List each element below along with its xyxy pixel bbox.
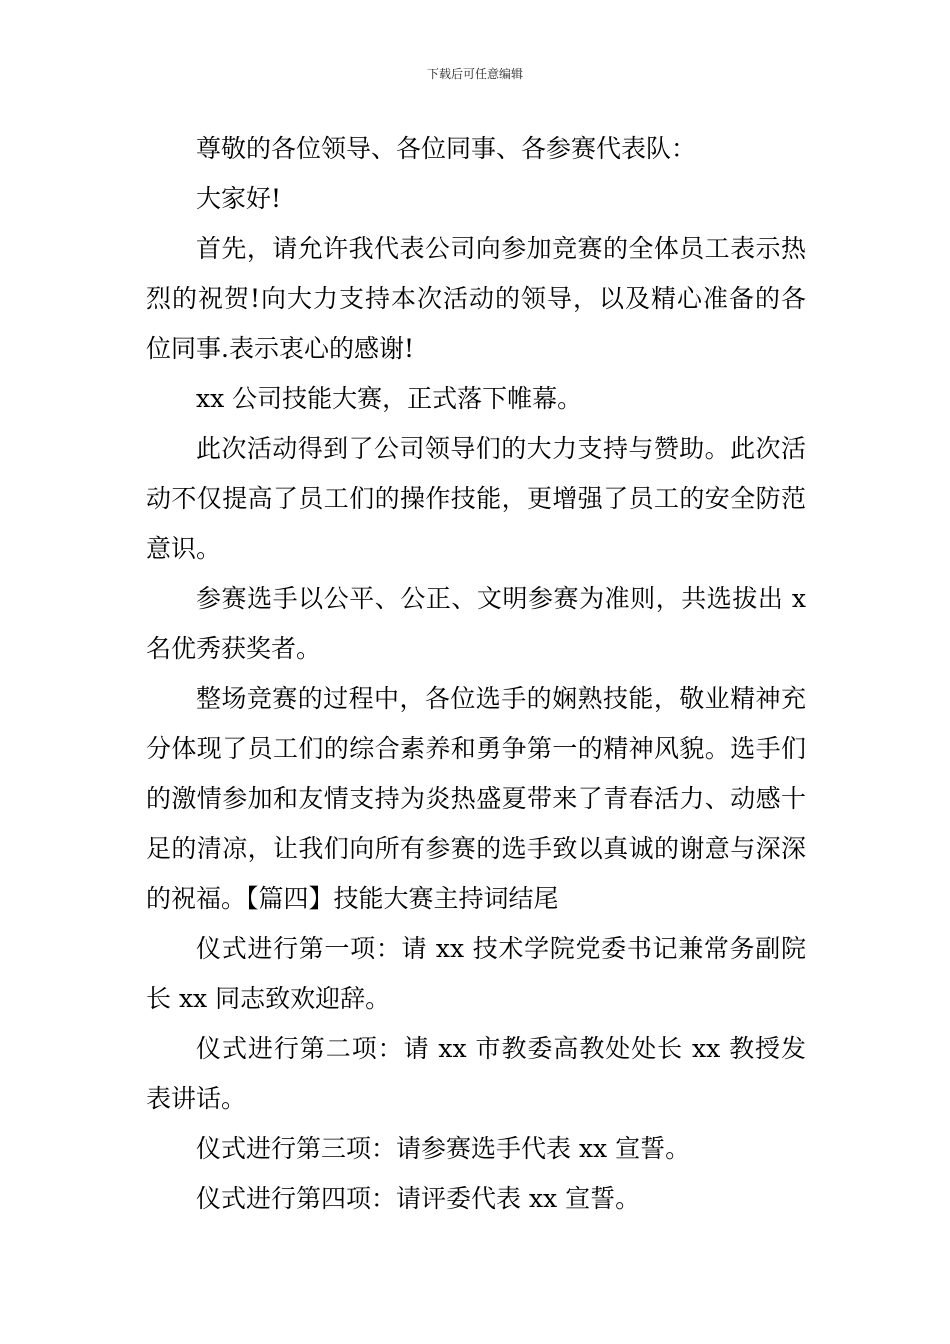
paragraph-ceremony-item-2: 仪式进行第二项：请 xx 市教委高教处处长 xx 教授发表讲话。: [146, 1034, 806, 1113]
paragraph-competition-summary: 整场竞赛的过程中，各位选手的娴熟技能，敬业精神充分体现了员工们的综合素养和勇争第一的精神风貌。选手们的激情参加和友情支持为炎热盛夏带来了青春活力、动感十足的清凉，让我们向所有参赛的选手致以真诚的谢意与深深的祝福。【篇四】技能大赛主持词结尾: [146, 684, 806, 913]
paragraph-ceremony-item-4: 仪式进行第四项：请评委代表 xx 宣誓。: [196, 1184, 641, 1213]
paragraph-ceremony-item-3: 仪式进行第三项：请参赛选手代表 xx 宣誓。: [196, 1134, 691, 1163]
paragraph-ceremony-item-1: 仪式进行第一项：请 xx 技术学院党委书记兼常务副院长 xx 同志致欢迎辞。: [146, 934, 806, 1013]
paragraph-activity-support: 此次活动得到了公司领导们的大力支持与赞助。此次活动不仅提高了员工们的操作技能，更增强了员工的安全防范意识。: [146, 434, 806, 563]
paragraph-hello: 大家好!: [196, 184, 282, 213]
paragraph-greeting: 尊敬的各位领导、各位同事、各参赛代表队：: [196, 134, 697, 163]
paragraph-contestants: 参赛选手以公平、公正、文明参赛为准则，共选拔出 x 名优秀获奖者。: [146, 584, 806, 663]
document-body: [146, 124, 806, 1224]
page-header: 下载后可任意编辑: [426, 67, 523, 81]
paragraph-closing-announcement: xx 公司技能大赛，正式落下帷幕。: [196, 384, 583, 413]
paragraph-congratulations: 首先，请允许我代表公司向参加竞赛的全体员工表示热烈的祝贺!向大力支持本次活动的领导，以及精心准备的各位同事.表示衷心的感谢!: [146, 234, 806, 363]
